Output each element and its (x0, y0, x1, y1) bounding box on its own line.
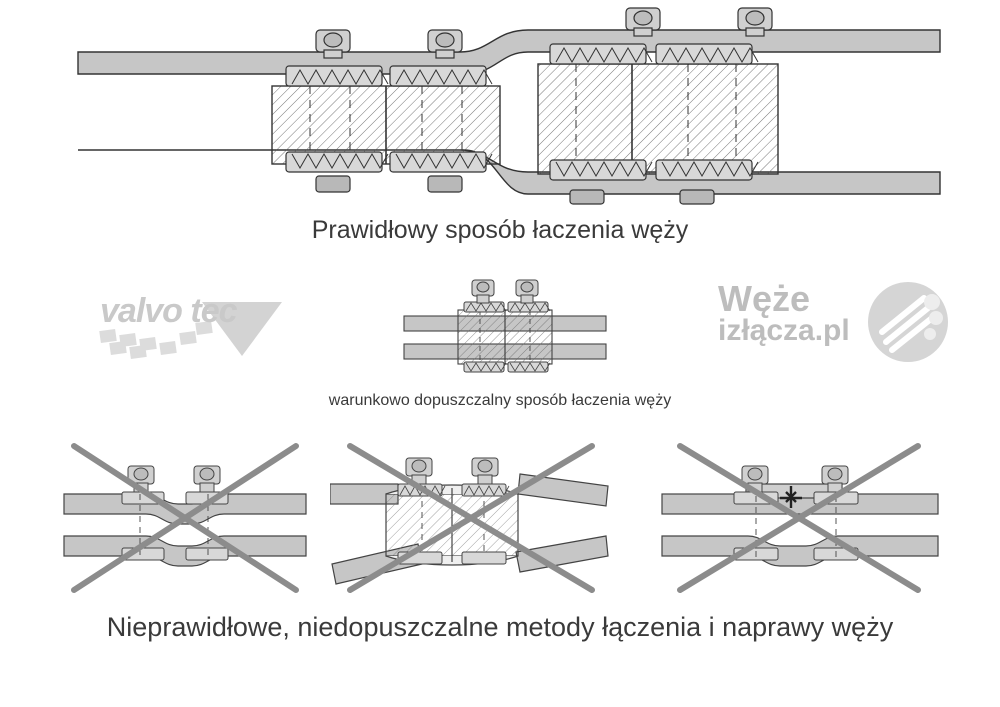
weze-izlacza-logo-mark (866, 280, 950, 364)
cross-mark-icon (74, 446, 296, 590)
incorrect-hose-repair-patch (660, 440, 940, 600)
caption-incorrect: Nieprawidłowe, niedopuszczalne metody łączenia i naprawy węży (106, 612, 894, 642)
weze-izlacza-logo-line1: Węże (718, 278, 811, 319)
caption-correct: Prawidłowy sposób łaczenia węży (311, 216, 689, 244)
incorrect-hose-joint-angled (330, 440, 610, 600)
weze-izlacza-logo (718, 278, 948, 370)
clamp-screw-head (406, 458, 498, 484)
valvotec-logo (92, 286, 302, 362)
cross-mark-icon (680, 446, 918, 590)
incorrect-hose-joint-no-sleeve (60, 440, 310, 600)
correct-hose-joint-diagram (60, 0, 960, 215)
caption-conditional: warunkowo dopuszczalny sposób łaczenia węży (328, 392, 672, 409)
conditionally-acceptable-hose-joint-diagram (400, 272, 610, 382)
weze-izlacza-logo-line2: izłącza.pl (718, 314, 850, 347)
clamp-screw-head (472, 280, 538, 303)
valvotec-logo-text: valvo tec (100, 292, 237, 330)
